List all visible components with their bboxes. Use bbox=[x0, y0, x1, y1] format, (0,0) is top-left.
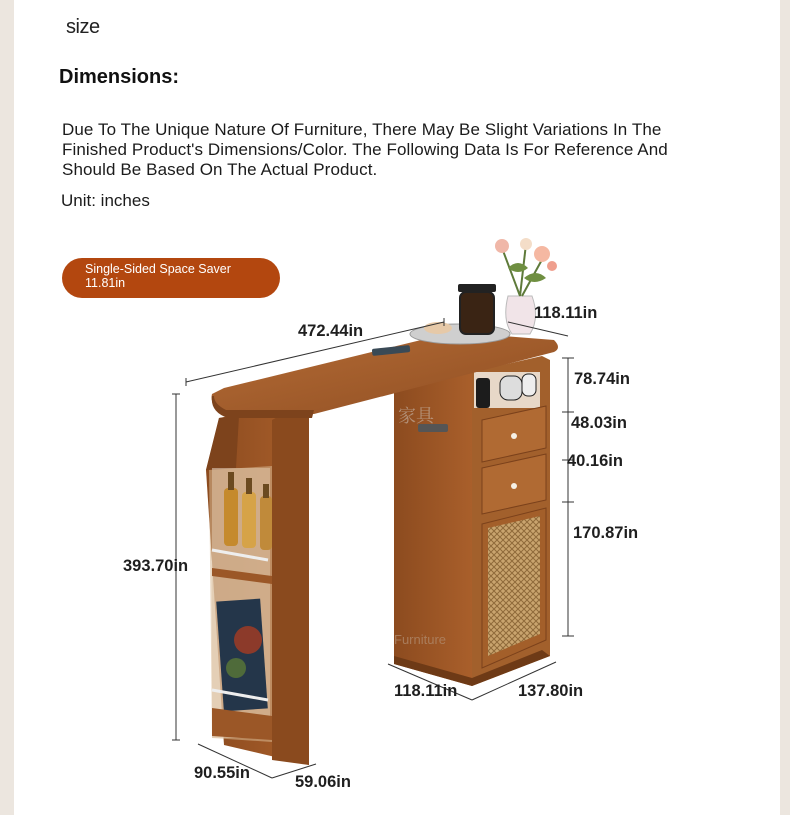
cabinet-width-label: 118.11in bbox=[394, 682, 458, 700]
product-page bbox=[14, 0, 780, 815]
teapot-icon bbox=[460, 292, 494, 334]
size-label: size bbox=[66, 16, 100, 38]
badge-value: 11.81in bbox=[85, 276, 126, 290]
badge-title: Single-Sided Space Saver bbox=[85, 262, 231, 276]
drawer2-height-label: 40.16in bbox=[567, 452, 623, 470]
upper-shelf-height-label: 78.74in bbox=[574, 370, 630, 388]
cabinet-height-label: 170.87in bbox=[573, 524, 639, 542]
left-shelf-unit bbox=[206, 400, 309, 765]
brand-watermark: Furniture bbox=[394, 632, 447, 647]
side-width-label: 59.06in bbox=[295, 773, 351, 791]
top-length-label: 472.44in bbox=[298, 322, 364, 340]
flower-vase-icon bbox=[506, 296, 536, 334]
unit-label: Unit: inches bbox=[61, 191, 150, 210]
cabinet-depth-label: 137.80in bbox=[518, 682, 584, 700]
cn-watermark: 家具 bbox=[398, 406, 434, 426]
dimension-disclaimer: Due To The Unique Nature Of Furniture, There May Be Slight Variations In The Finished Product's Dimensions/Color. The Following Data Is For Reference And Should Be Based On The Actual Product. bbox=[62, 120, 668, 179]
flower-icon bbox=[495, 238, 557, 296]
dimensions-heading: Dimensions: bbox=[59, 66, 180, 88]
drawer1-height-label: 48.03in bbox=[571, 414, 627, 432]
side-depth-label: 90.55in bbox=[194, 764, 250, 782]
top-width-label: 118.11in bbox=[534, 304, 598, 322]
total-height-label: 393.70in bbox=[123, 557, 189, 575]
